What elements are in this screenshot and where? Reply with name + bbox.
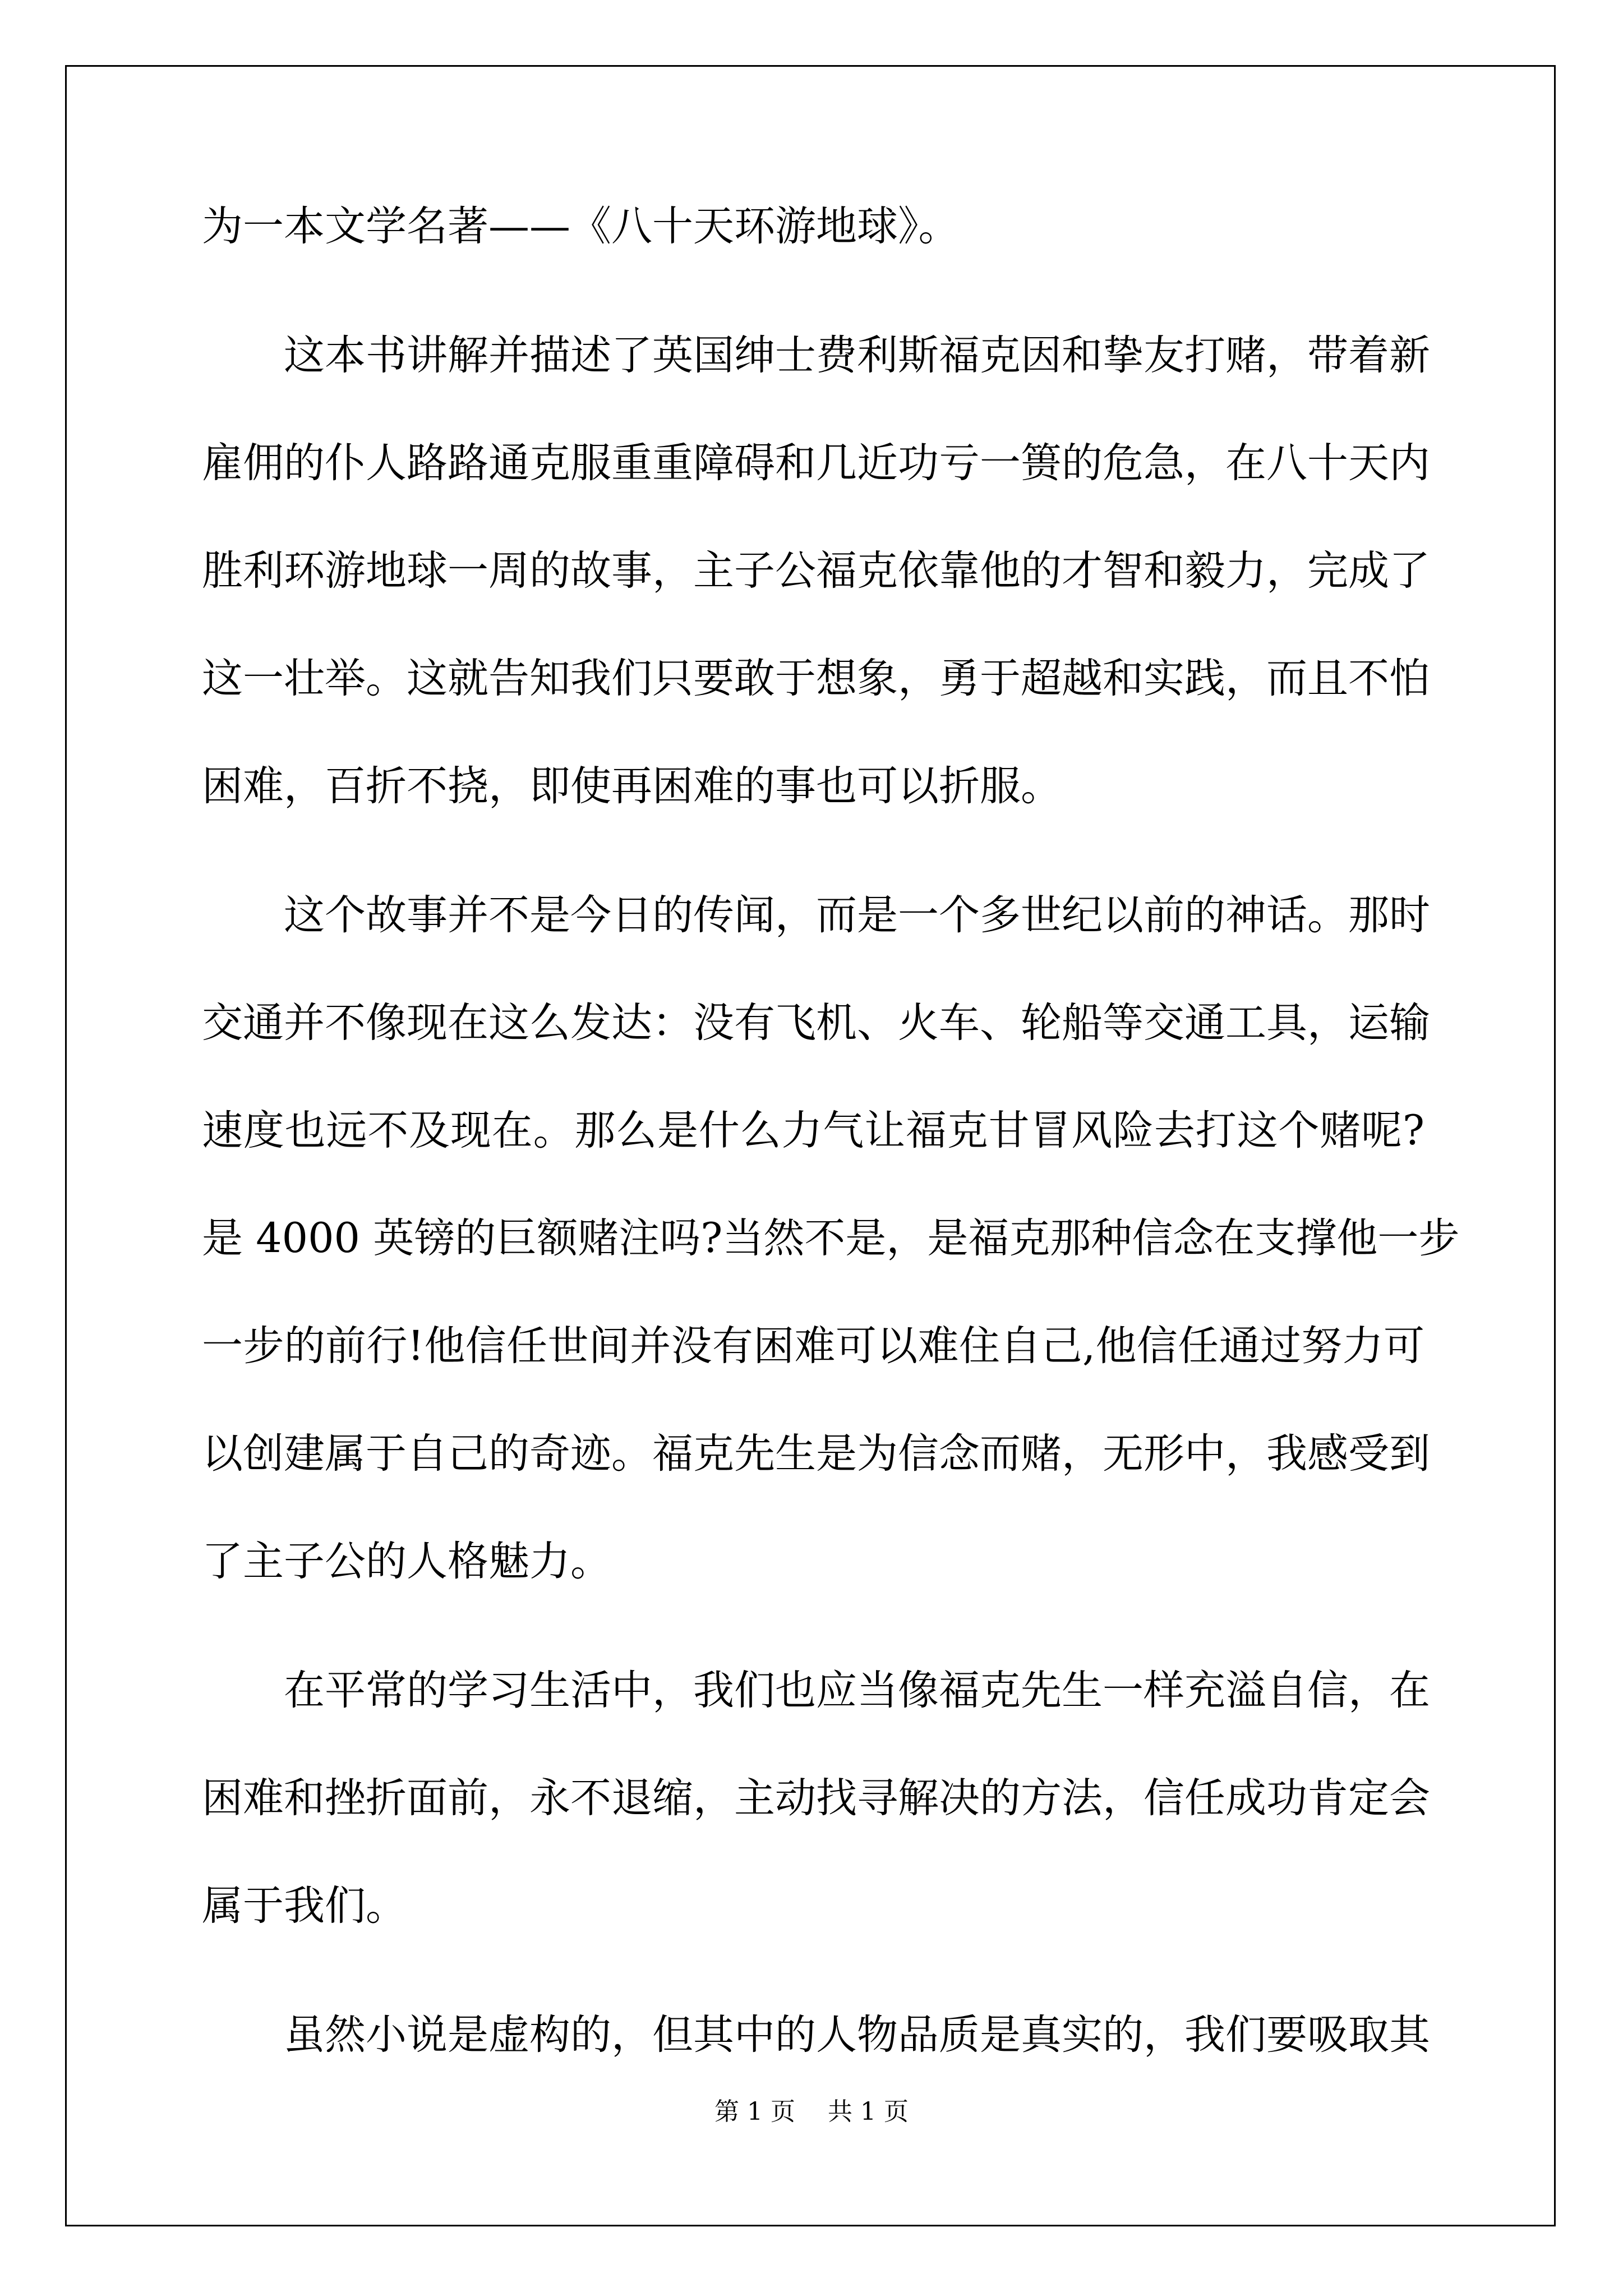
- text-line-9: 速度也远不及现在。那么是什么力气让福克甘冒风险去打这个赌呢?: [202, 1107, 1424, 1154]
- page-number-footer: 第 1 页 共 1 页: [714, 2097, 909, 2126]
- text-line-14: 在平常的学习生活中，我们也应当像福克先生一样充溢自信，在: [284, 1667, 1430, 1714]
- text-line-15: 困难和挫折面前，永不退缩，主动找寻解决的方法，信任成功肯定会: [202, 1774, 1430, 1822]
- text-line-1: 为一本文学名著——《八十天环游地球》。: [202, 203, 960, 250]
- text-line-10: 是 4000 英镑的巨额赌注吗?当然不是，是福克那种信念在支撑他一步: [202, 1214, 1460, 1262]
- text-line-11: 一步的前行!他信任世间并没有困难可以难住自己,他信任通过努力可: [202, 1322, 1424, 1370]
- text-line-4: 胜利环游地球一周的故事，主子公福克依靠他的才智和毅力，完成了: [202, 547, 1430, 595]
- text-line-13: 了主子公的人格魅力。: [202, 1538, 611, 1585]
- text-line-16: 属于我们。: [202, 1882, 407, 1930]
- text-line-8: 交通并不像现在这么发达：没有飞机、火车、轮船等交通工具，运输: [202, 999, 1430, 1047]
- text-line-17: 虽然小说是虚构的，但其中的人物品质是真实的，我们要吸取其: [284, 2011, 1430, 2059]
- text-line-7: 这个故事并不是今日的传闻，而是一个多世纪以前的神话。那时: [284, 891, 1430, 939]
- text-line-5: 这一壮举。这就告知我们只要敢于想象，勇于超越和实践，而且不怕: [202, 655, 1430, 702]
- text-line-12: 以创建属于自己的奇迹。福克先生是为信念而赌，无形中，我感受到: [202, 1430, 1430, 1478]
- text-line-6: 困难，百折不挠，即使再困难的事也可以折服。: [202, 762, 1062, 810]
- text-line-3: 雇佣的仆人路路通克服重重障碍和几近功亏一篑的危急，在八十天内: [202, 439, 1430, 487]
- text-line-2: 这本书讲解并描述了英国绅士费利斯福克因和挚友打赌，带着新: [284, 332, 1430, 379]
